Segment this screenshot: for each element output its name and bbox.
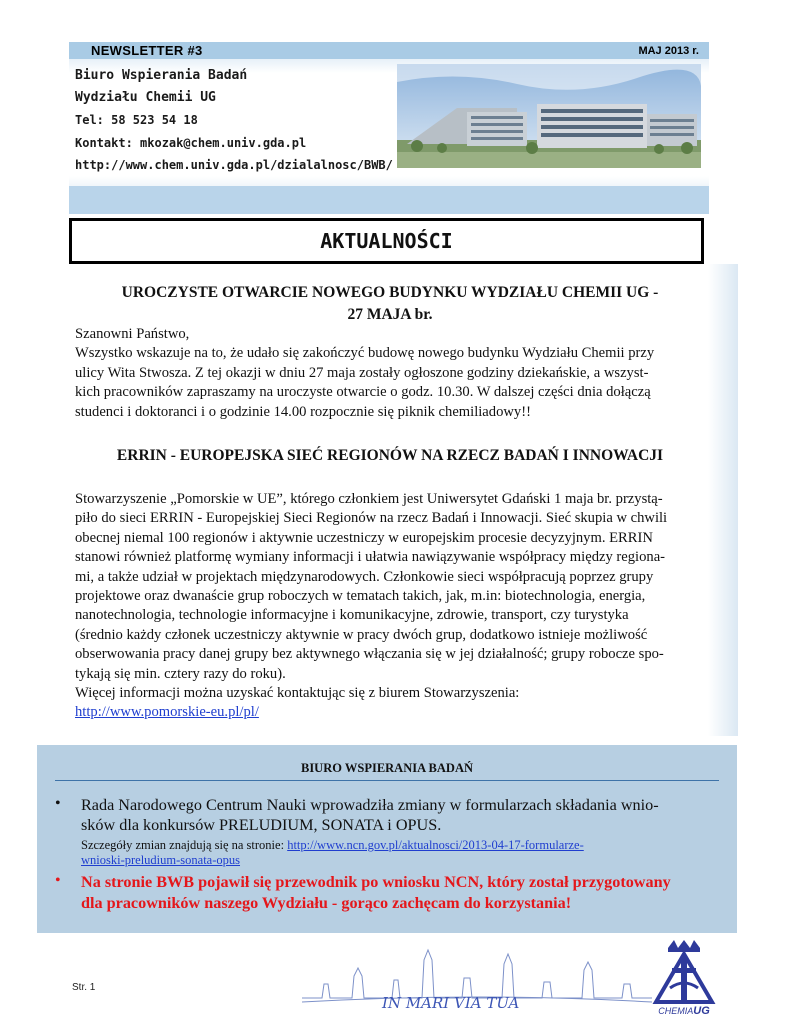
article2-line: projektowe oraz dwanaście grup roboczych w tematach takich, jak, m.in: biotechnologia, energia,: [75, 588, 646, 605]
logo-text-bold: UG: [693, 1005, 710, 1017]
side-gradient: [708, 264, 738, 736]
bwb-info-box: [37, 745, 737, 933]
article2-line: nanotechnologia, technologie informacyjne i komunikacyjne, zdrowie, transport, czy turystyka: [75, 607, 629, 624]
section-heading-box: [69, 218, 704, 264]
infobox-item2: [81, 872, 731, 914]
article2-line: obserwowania pracy danej grupy bez aktywnego włączania się w jej działalność; grupy robocze spo-: [75, 646, 664, 663]
article1-line: kich pracowników zapraszamy na uroczyste otwarcie o godz. 10.30. W dalszej części dnia dołączą: [75, 384, 651, 401]
phone-number: Tel: 58 523 54 18: [75, 113, 198, 127]
article2-line: stanowi również platformę wymiany informacji i ułatwia nawiązywanie współpracy między regiona-: [75, 549, 666, 566]
article1-body: [75, 325, 705, 422]
article2-line: mi, a także udział w projektach międzynarodowych. Członkowie sieci współpracują poprzez grupy: [75, 568, 654, 585]
infobox-item1-note: [81, 838, 721, 868]
infobox-title: BIURO WSPIERANIA BADAŃ: [300, 761, 474, 775]
article2-line: obecnej niemal 100 regionów i aktywnie uczestniczy w europejskim procesie decyzyjnym. ERRIN: [75, 529, 653, 546]
article1-line: studenci i doktoranci i o godzinie 14.00 rozpocznie się piknik chemiliadowy!!: [75, 403, 531, 420]
section-heading: AKTUALNOŚCI: [320, 229, 453, 253]
infobox-item2-line: dla pracowników naszego Wydziału - gorąco zachęcam do korzystania!: [81, 894, 572, 912]
infobox-item2-line: Na stronie BWB pojawił się przewodnik po wniosku NCN, który został przygotowany: [81, 873, 671, 891]
bullet-icon: •: [55, 872, 61, 889]
article2-line: Stowarzyszenie „Pomorskie w UE”, którego członkiem jest Uniwersytet Gdański 1 maja br. przystą-: [75, 491, 663, 507]
newsletter-header: [69, 42, 709, 214]
infobox-divider: [55, 780, 719, 781]
article2-line: (średnio każdy członek uczestniczy aktywnie w pracy dwóch grup, dodatkowo istnieje możliwość: [75, 626, 648, 643]
faculty-name: Wydziału Chemii UG: [75, 90, 216, 105]
ncn-link-cont[interactable]: wnioski-preludium-sonata-opus: [81, 853, 241, 867]
article2-line: piło do sieci ERRIN - Europejskiej Sieci Regionów na rzecz Badań i Innowacji. Sieć skupia w chwili: [75, 510, 668, 527]
infobox-note-text: Szczegóły zmian znajdują się na stronie:: [81, 838, 288, 852]
header-bar: [69, 42, 709, 59]
website-url[interactable]: http://www.chem.univ.gda.pl/dzialalnosc/BWB/: [75, 158, 393, 172]
article1-line: Szanowni Państwo,: [75, 326, 190, 342]
logo-caption: [648, 1005, 720, 1017]
article2-line: Więcej informacji można uzyskać kontaktując się z biurem Stowarzyszenia:: [75, 685, 520, 702]
page-number: Str. 1: [72, 982, 96, 993]
pomorskie-eu-link[interactable]: http://www.pomorskie-eu.pl/pl/: [75, 704, 259, 721]
newsletter-number: NEWSLETTER #3: [91, 43, 203, 58]
newsletter-date: MAJ 2013 r.: [638, 45, 699, 57]
logo-text: CHEMIA: [658, 1006, 694, 1016]
infobox-item1: [81, 795, 721, 835]
article1-line: ulicy Wita Stwosza. Z tej okazji w dniu 27 maja zostały ogłoszone godziny dziekańskie, a wszyst-: [75, 364, 649, 381]
contact-email[interactable]: Kontakt: mkozak@chem.univ.gda.pl: [75, 136, 307, 150]
article1-title: [75, 282, 705, 326]
building-photo: [397, 64, 701, 168]
org-name: Biuro Wspierania Badań: [75, 68, 248, 83]
ncn-link[interactable]: http://www.ncn.gov.pl/aktualnosci/2013-04-17-formularze-: [287, 838, 584, 852]
header-band: [69, 186, 709, 214]
article1-title-line: 27 MAJA br.: [347, 306, 433, 323]
article2-body: [75, 490, 705, 723]
article1-title-line: UROCZYSTE OTWARCIE NOWEGO BUDYNKU WYDZIAŁU CHEMII UG -: [121, 284, 659, 301]
infobox-item1-line: sków dla konkursów PRELUDIUM, SONATA i OPUS.: [81, 816, 442, 834]
motto-text: IN MARI VIA TUA: [382, 994, 520, 1010]
article2-title: ERRIN - EUROPEJSKA SIEĆ REGIONÓW NA RZECZ BADAŃ I INNOWACJI: [116, 447, 664, 464]
article1-line: Wszystko wskazuje na to, że udało się zakończyć budowę nowego budynku Wydziału Chemii przy: [75, 345, 655, 362]
bullet-icon: •: [55, 795, 61, 812]
infobox-item1-line: Rada Narodowego Centrum Nauki wprowadziła zmiany w formularzach składania wnio-: [81, 796, 659, 814]
article2-line: tykają się min. cztery razy do roku).: [75, 665, 286, 682]
gdansk-skyline-image: [302, 940, 652, 1010]
